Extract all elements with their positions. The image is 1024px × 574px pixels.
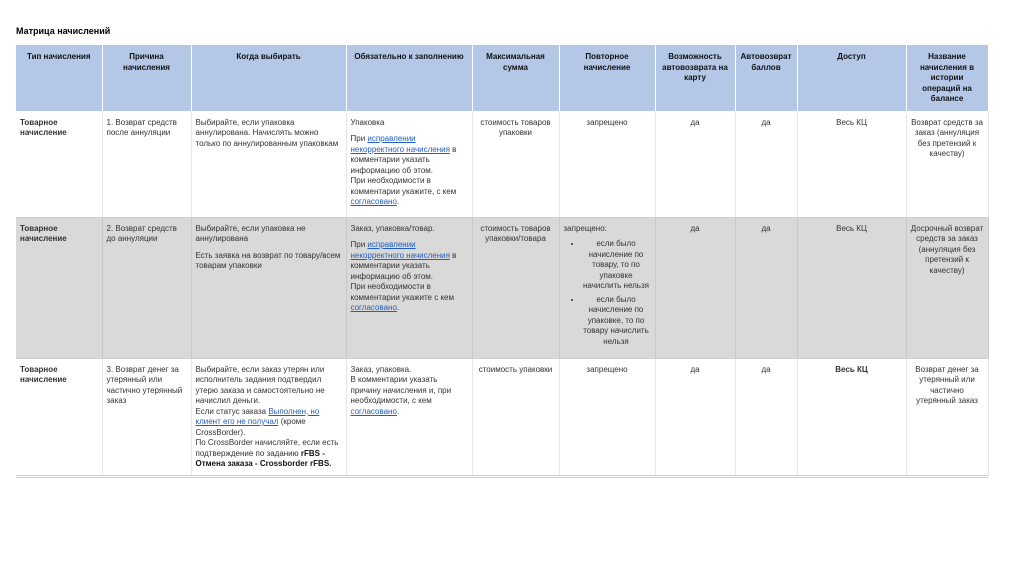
required-note: При исправлении некорректного начисления в комментарии указать информацию об этом.: [350, 240, 457, 281]
cell-repeat: запрещено: [559, 111, 655, 217]
list-item: • если было начисление по упаковке, то по товару начислить нельзя: [582, 295, 651, 348]
required-note-2: При необходимости в комментарии укажите, с кем согласовано.: [350, 176, 457, 206]
cell-autorefund-card: да: [655, 217, 735, 358]
cell-when: Выбирайте, если упаковка аннулирована. Начислять можно только по аннулированным упаковкам: [191, 111, 346, 217]
header-when: Когда выбирать: [191, 45, 346, 111]
table-row: [16, 111, 988, 217]
agreed-link[interactable]: согласовано: [350, 406, 397, 416]
cell-reason: 2. Возврат средств до аннуляции: [102, 217, 191, 358]
cell-autorefund-card: да: [655, 358, 735, 475]
cell-history-name: Досрочный возврат средств за заказ (аннуляция без претензий к качеству): [906, 217, 988, 358]
header-history-name: Название начисления в истории операций на балансе: [906, 45, 988, 111]
header-autorefund-points: Автовозврат баллов: [735, 45, 797, 111]
cell-when: [191, 358, 346, 475]
cell-required: [346, 111, 472, 217]
cell-type: Товарное начисление: [16, 358, 102, 475]
cell-history-name: Возврат денег за утерянный или частично утерянный заказ: [906, 358, 988, 475]
required-note-2: При необходимости в комментарии укажите с кем согласовано.: [350, 282, 454, 312]
when-text-3: По CrossBorder начисляйте, если есть подтверждение по заданию rFBS - Отмена заказа - Crossborder rFBS.: [195, 438, 339, 468]
cell-access: Весь КЦ: [797, 217, 906, 358]
cell-max-sum: стоимость товаров упаковки/товара: [472, 217, 559, 358]
cell-autorefund-points: да: [735, 358, 797, 475]
list-item: • если было начисление по товару, то по упаковке начислить нельзя: [582, 239, 651, 292]
cell-max-sum: стоимость упаковки: [472, 358, 559, 475]
completed-not-received-link[interactable]: Выполнен, но клиент его не получал: [195, 406, 320, 426]
cell-autorefund-card: да: [655, 111, 735, 217]
required-note-2: В комментарии указать причину начисления и, при необходимости, с кем согласовано.: [350, 375, 452, 416]
header-repeat: Повторное начисление: [559, 45, 655, 111]
header-autorefund-card: Возможность автовозврата на карту: [655, 45, 735, 111]
header-type: Тип начисления: [16, 45, 102, 111]
table-row: [16, 358, 988, 475]
cell-history-name: Возврат средств за заказ (аннуляция без претензий к качеству): [906, 111, 988, 217]
required-main: Упаковка: [350, 117, 385, 127]
repeat-lead: запрещено:: [563, 223, 607, 233]
cell-reason: 1. Возврат средств после аннуляции: [102, 111, 191, 217]
cell-max-sum: стоимость товаров упаковки: [472, 111, 559, 217]
when-text-1: Выбирайте, если заказ утерян или исполнитель задания подтвердил утерю заказа и самостоятельно не начислил деньги.: [195, 364, 325, 405]
required-main: Заказ, упаковка/товар.: [350, 223, 435, 233]
header-row: [16, 45, 988, 111]
accrual-matrix-table: [16, 45, 989, 476]
when-text-2: Если статус заказа Выполнен, но клиент его не получал (кроме CrossBorder).: [195, 406, 320, 437]
cell-type: Товарное начисление: [16, 217, 102, 358]
header-required: Обязательно к заполнению: [346, 45, 472, 111]
cell-access: Весь КЦ: [797, 111, 906, 217]
cell-type: Товарное начисление: [16, 111, 102, 217]
repeat-list: [564, 239, 651, 347]
header-reason: Причина начисления: [102, 45, 191, 111]
cell-required: [346, 358, 472, 475]
header-max-sum: Максимальная сумма: [472, 45, 559, 111]
agreed-link[interactable]: согласовано: [350, 197, 397, 206]
when-text-1: Выбирайте, если упаковка не аннулирована: [195, 223, 306, 243]
correction-link[interactable]: исправлении некорректного начисления: [350, 134, 450, 154]
header-access: Доступ: [797, 45, 906, 111]
cell-required: [346, 217, 472, 358]
cell-autorefund-points: да: [735, 111, 797, 217]
required-main: Заказ, упаковка.: [350, 364, 412, 374]
table-row: [16, 217, 988, 358]
cell-access: Весь КЦ: [797, 358, 906, 475]
cell-when: [191, 217, 346, 358]
table-bottom-divider: [16, 477, 988, 478]
agreed-link[interactable]: согласовано: [350, 303, 397, 312]
required-note: При исправлении некорректного начисления в комментарии указать информацию об этом.: [350, 134, 457, 175]
cell-repeat: [559, 217, 655, 358]
cell-autorefund-points: да: [735, 217, 797, 358]
when-text-2: Есть заявка на возврат по товару/всем товарам упаковки: [195, 250, 341, 270]
correction-link[interactable]: исправлении некорректного начисления: [350, 240, 450, 260]
cell-repeat: запрещено: [559, 358, 655, 475]
page-title: Матрица начислений: [16, 26, 111, 36]
cell-reason: 3. Возврат денег за утерянный или частично утерянный заказ: [102, 358, 191, 475]
